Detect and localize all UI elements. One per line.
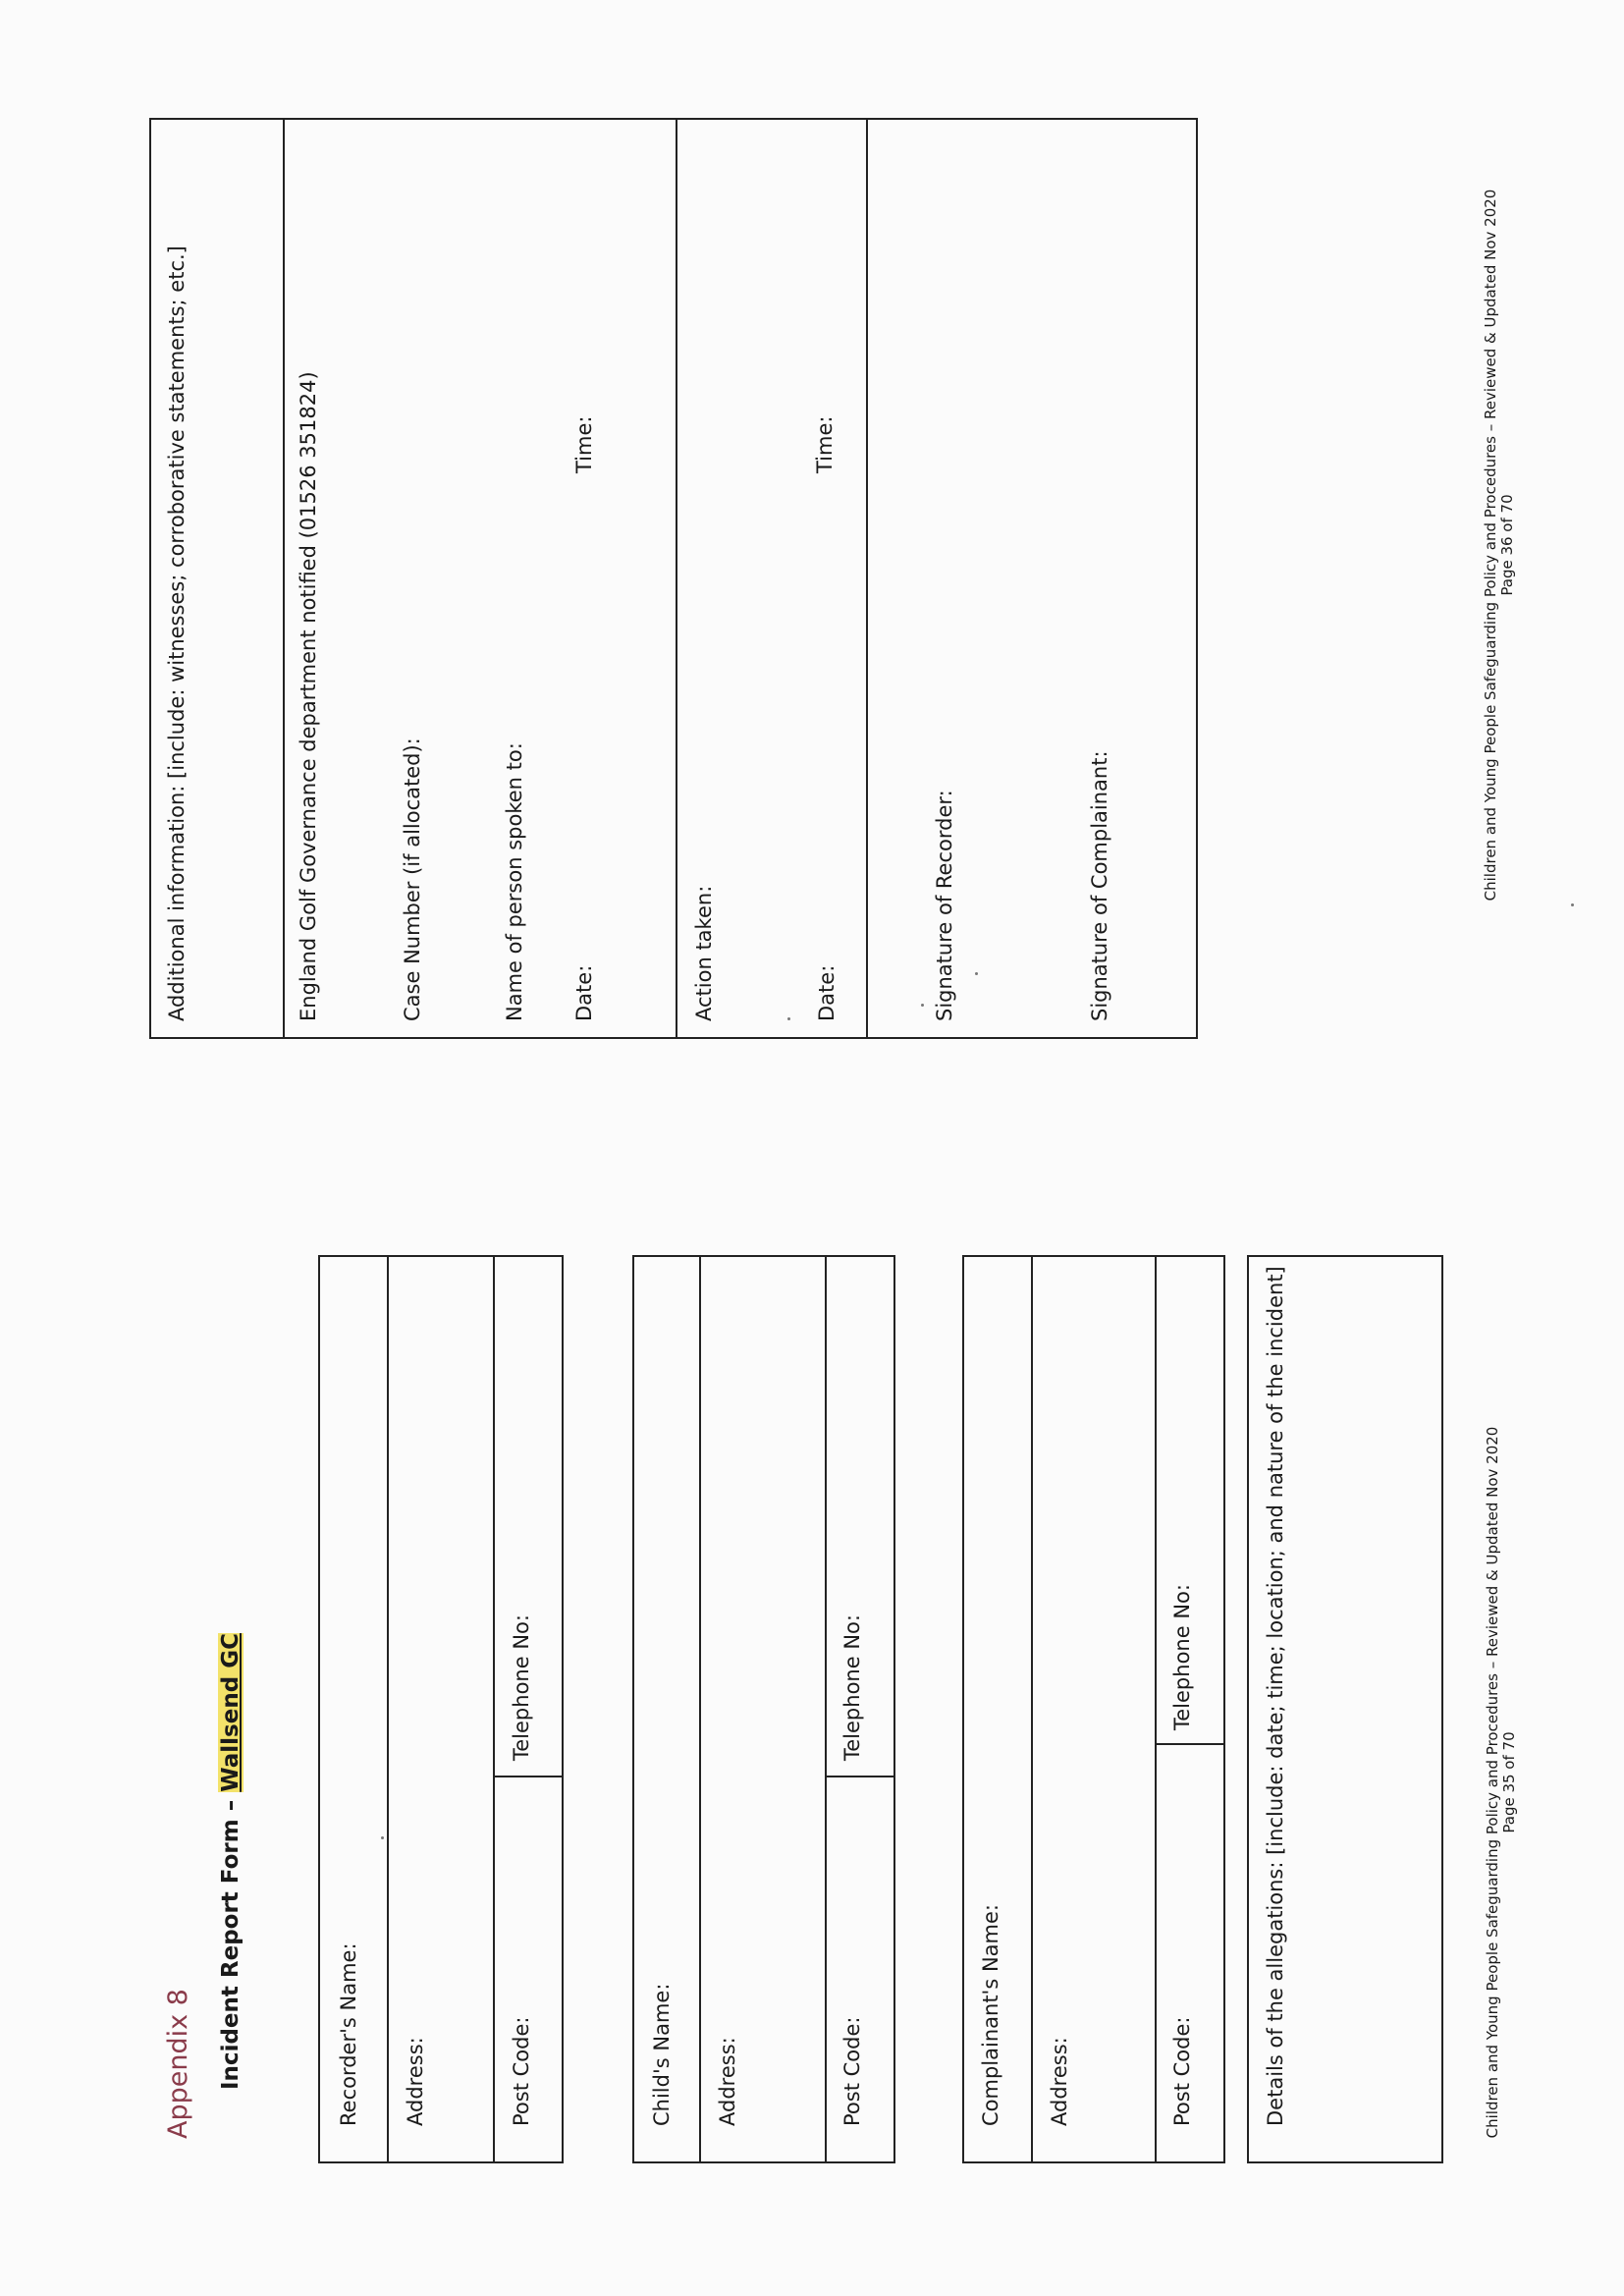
action-taken-label: Action taken: [692, 885, 716, 1021]
child-postcode-divider [825, 1776, 895, 1777]
footer-right-page: Page 36 of 70 [1498, 494, 1516, 596]
child-telephone-label: Telephone No: [840, 1614, 864, 1761]
complainant-postcode-label: Post Code: [1170, 2016, 1194, 2126]
recorder-postcode-divider [493, 1776, 564, 1777]
appendix-heading: Appendix 8 [163, 1989, 193, 2139]
signature-complainant-label: Signature of Complainant: [1088, 750, 1111, 1021]
scan-speck [381, 1836, 384, 1839]
action-date-label: Date: [815, 964, 839, 1021]
club-name-highlight: Wallsend GC [218, 1633, 244, 1792]
form-title [218, 1633, 244, 2090]
right-divider-1 [283, 118, 285, 1039]
signature-recorder-label: Signature of Recorder: [933, 790, 956, 1021]
scan-speck [787, 1017, 790, 1020]
footer-right [1483, 103, 1516, 987]
complainant-name-label: Complainant's Name: [979, 1904, 1002, 2126]
recorder-name-label: Recorder's Name: [337, 1942, 360, 2126]
additional-info-label: Additional information: [include: witnesses; corroborative statements; etc.] [165, 246, 189, 1021]
complainant-telephone-label: Telephone No: [1170, 1584, 1194, 1730]
scan-speck [921, 1004, 924, 1007]
case-number-label: Case Number (if allocated): [401, 738, 424, 1021]
child-divider-1 [699, 1255, 701, 2163]
complainant-address-label: Address: [1048, 2037, 1071, 2126]
right-divider-2 [676, 118, 677, 1039]
recorder-address-label: Address: [404, 2037, 427, 2126]
complainant-divider-1 [1031, 1255, 1033, 2163]
right-divider-3 [866, 118, 868, 1039]
governance-date-label: Date: [572, 964, 596, 1021]
footer-right-line1: Children and Young People Safeguarding Policy and Procedures – Reviewed & Updated Nov 2020 [1482, 189, 1499, 902]
child-name-label: Child's Name: [650, 1983, 674, 2126]
footer-left-page: Page 35 of 70 [1500, 1731, 1518, 1833]
recorder-telephone-label: Telephone No: [510, 1614, 533, 1761]
governance-notified-label: England Golf Governance department notified (01526 351824) [297, 371, 320, 1021]
scan-speck [1571, 903, 1574, 906]
form-title-prefix: Incident Report Form – [218, 1791, 244, 2090]
footer-left-line1: Children and Young People Safeguarding Policy and Procedures – Reviewed & Updated Nov 2020 [1484, 1426, 1501, 2139]
scan-speck [975, 972, 978, 975]
allegations-label: Details of the allegations: [include: date; time; location; and nature of the incident] [1264, 1266, 1287, 2126]
recorder-postcode-label: Post Code: [510, 2016, 533, 2126]
footer-left [1485, 1340, 1518, 2224]
complainant-postcode-divider [1155, 1743, 1225, 1745]
child-divider-2 [825, 1255, 827, 2163]
action-time-label: Time: [813, 415, 837, 473]
child-postcode-label: Post Code: [840, 2016, 864, 2126]
governance-time-label: Time: [572, 415, 596, 473]
person-spoken-label: Name of person spoken to: [503, 742, 526, 1021]
complainant-divider-2 [1155, 1255, 1157, 2163]
recorder-divider-2 [493, 1255, 495, 2163]
recorder-divider-1 [387, 1255, 389, 2163]
child-address-label: Address: [716, 2037, 739, 2126]
